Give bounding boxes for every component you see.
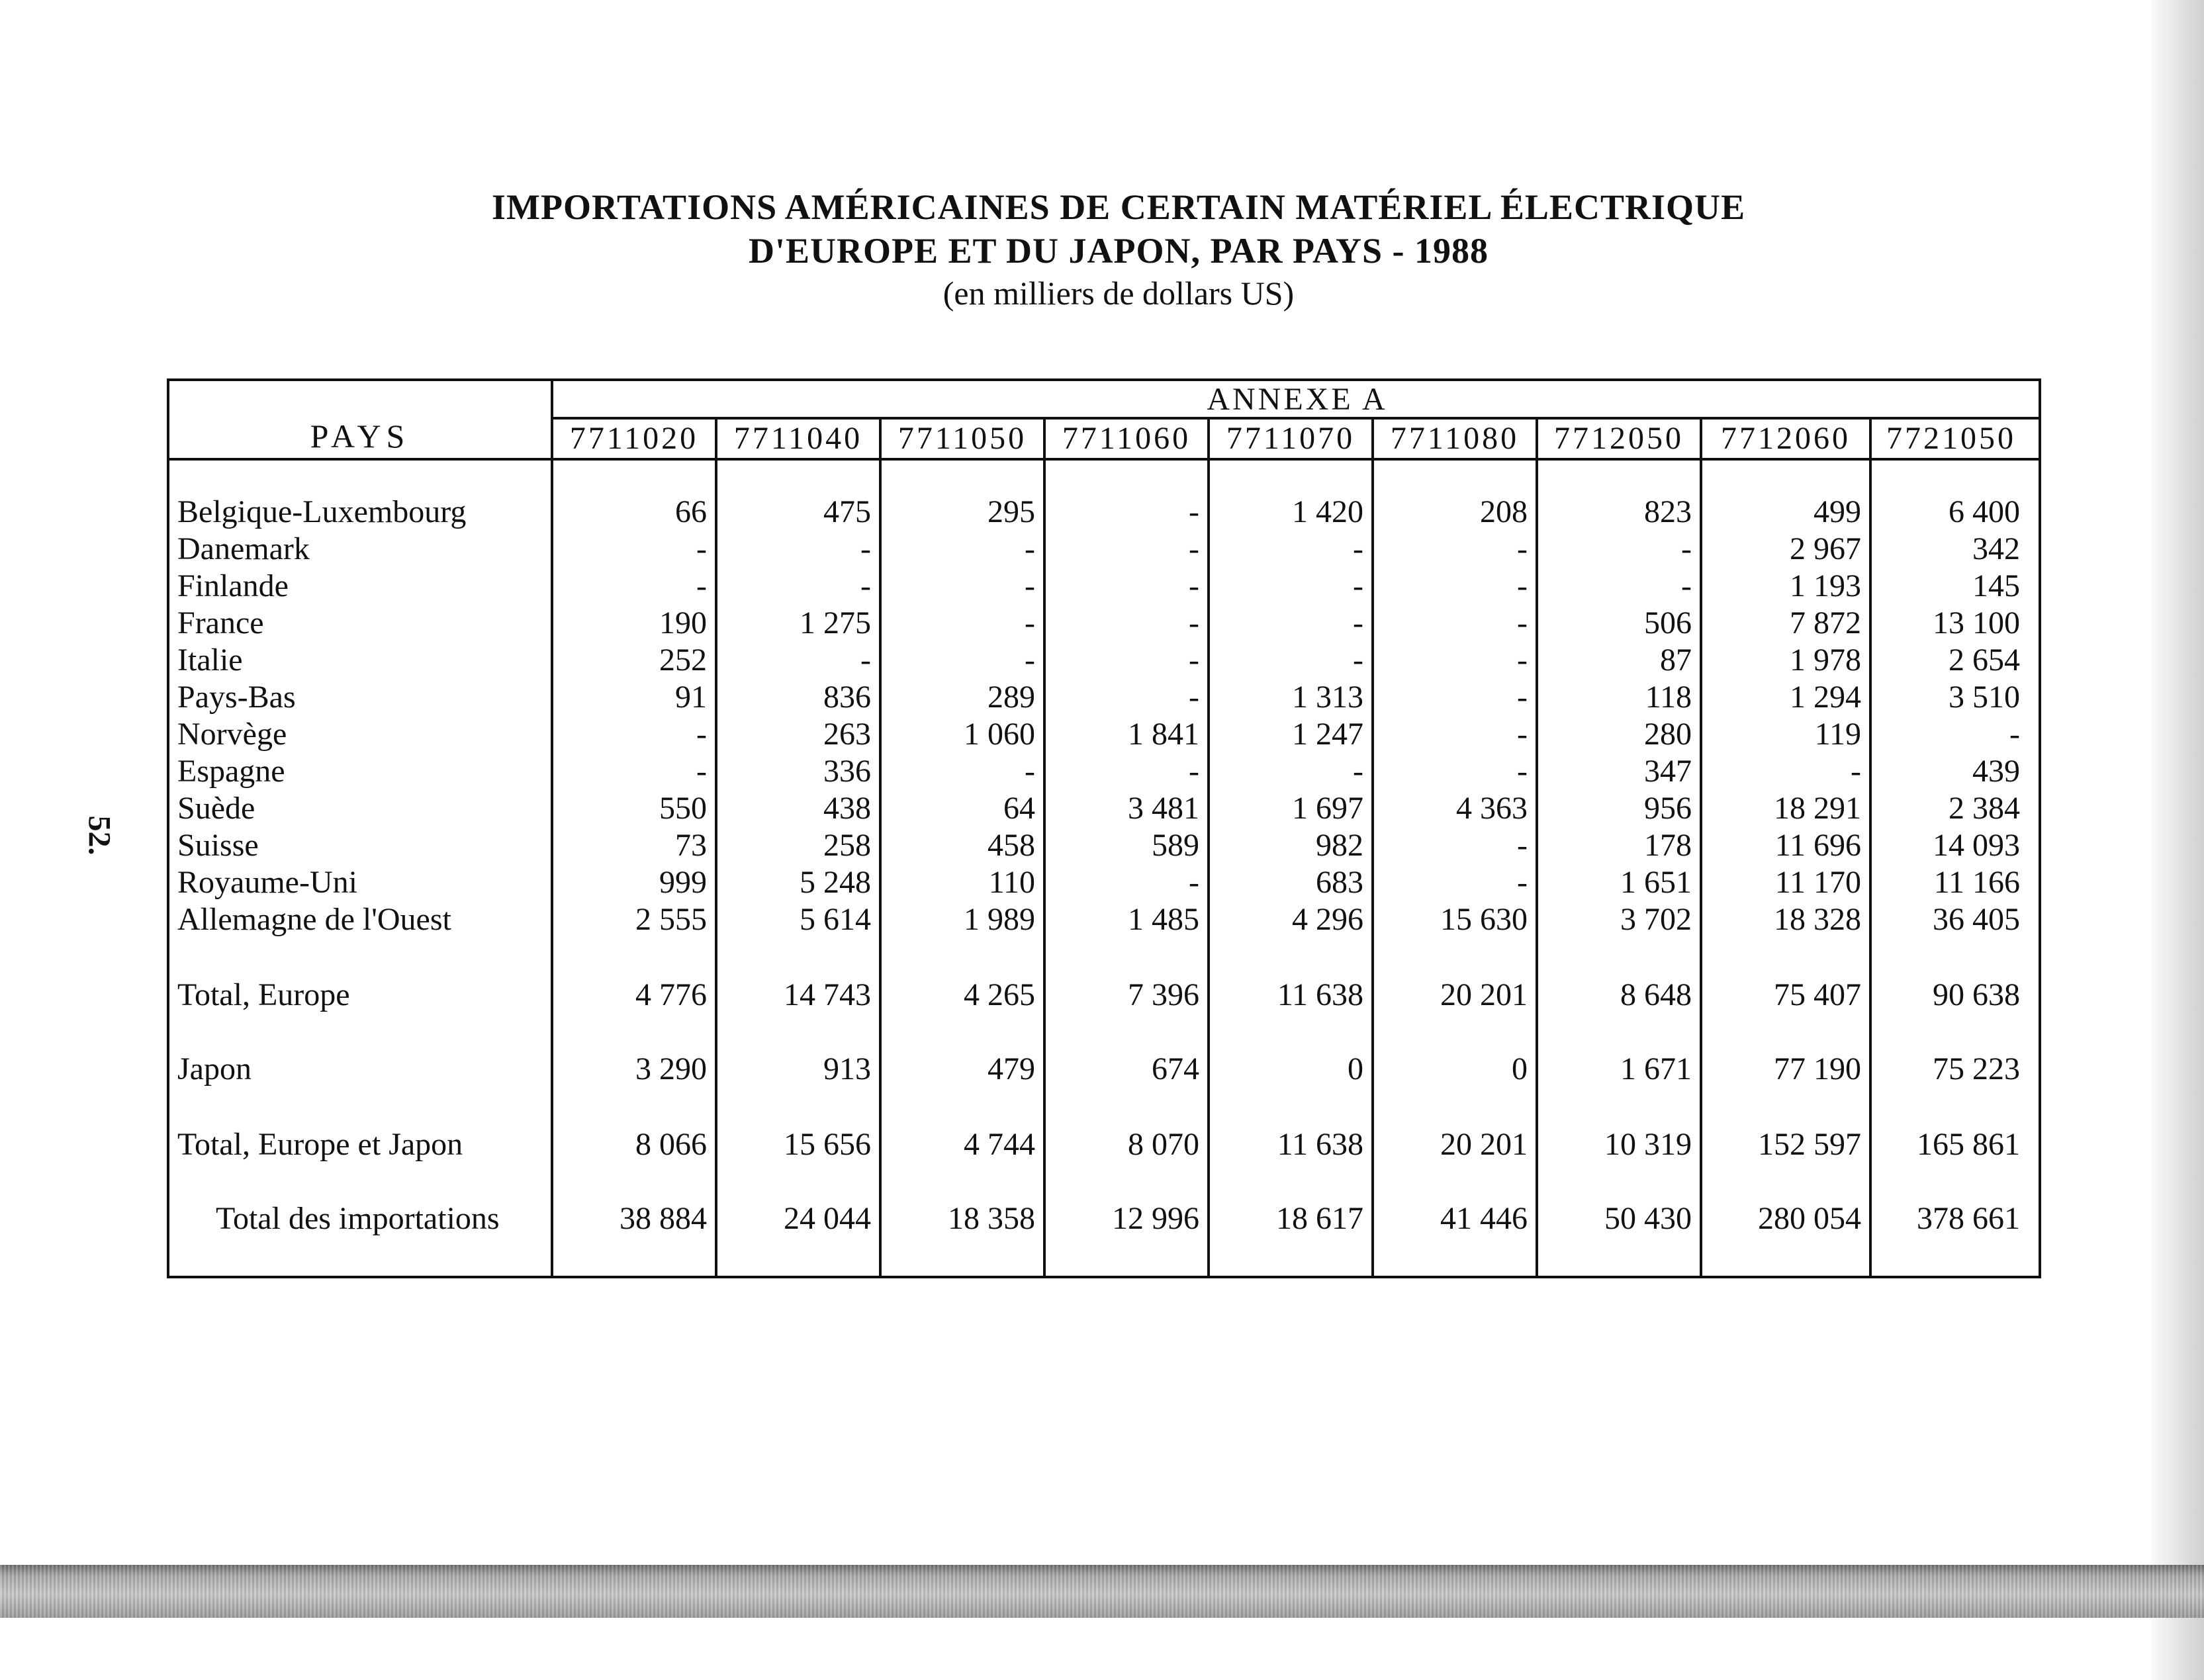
table-cell: 4 296 [1292,902,1363,937]
table-cell: 506 [1644,605,1692,641]
table-cell: 4 744 [964,1127,1035,1162]
table-cell: 8 648 [1620,977,1692,1012]
table-cell: 7 872 [1790,605,1861,641]
table-cell: 3 702 [1620,902,1692,937]
table-cell: 208 [1480,494,1528,529]
table-cell: 41 446 [1440,1201,1528,1236]
table-cell: 15 630 [1440,902,1528,937]
table-cell: 475 [823,494,871,529]
table-cell: - [1025,605,1035,641]
table-cell: - [1189,642,1199,678]
table-cell: - [1851,754,1861,789]
title-line-1: IMPORTATIONS AMÉRICAINES DE CERTAIN MATÉRIEL ÉLECTRIQUE [491,187,1745,227]
table-cell: 50 430 [1604,1201,1692,1236]
table-cell: 66 [675,494,707,529]
table-cell: 11 638 [1277,977,1363,1012]
table-cell: 90 638 [1933,977,2020,1012]
table-row [169,864,2039,901]
table-cell: - [860,531,871,566]
table-row [169,977,2039,1014]
pays-column-header: PAYS [169,381,553,458]
table-cell: 347 [1644,754,1692,789]
table-cell: 263 [823,717,871,752]
table-cell: 18 617 [1276,1201,1363,1236]
table-cell: - [1189,605,1199,641]
table-cell: 165 861 [1917,1127,2020,1162]
row-label: Total, Europe et Japon [177,1127,463,1162]
imports-table [167,378,2041,1278]
table-cell: 18 328 [1774,902,1861,937]
table-row [169,827,2039,864]
table-cell: 258 [823,828,871,863]
table-cell: - [696,568,707,603]
table-cell: 73 [675,828,707,863]
table-cell: 1 671 [1620,1051,1692,1086]
table-cell: 4 363 [1456,791,1528,826]
table-cell: 13 100 [1933,605,2020,641]
table-cell: - [1681,568,1692,603]
table-cell: 14 743 [784,977,871,1012]
table-cell: 20 201 [1440,977,1528,1012]
table-cell: 18 291 [1774,791,1861,826]
row-label: France [177,605,264,641]
table-cell: 1 420 [1292,494,1363,529]
table-cell: 479 [987,1051,1035,1086]
table-cell: 252 [659,642,707,678]
table-cell: - [1353,605,1363,641]
code-header-7711070: 7711070 [1210,420,1374,458]
table-cell: - [1517,642,1528,678]
table-cell: 152 597 [1758,1127,1861,1162]
table-cell: 956 [1644,791,1692,826]
table-cell: 18 358 [948,1201,1035,1236]
table-cell: 1 697 [1292,791,1363,826]
row-label: Allemagne de l'Ouest [177,902,451,937]
table-cell: 190 [659,605,707,641]
table-cell: 64 [1003,791,1035,826]
table-cell: - [860,568,871,603]
table-row [169,1126,2039,1163]
code-header-7712050: 7712050 [1538,420,1702,458]
table-cell: 2 967 [1790,531,1861,566]
table-cell: 14 093 [1933,828,2020,863]
table-cell: - [1353,531,1363,566]
table-row [169,1200,2039,1237]
table-row [169,494,2039,531]
table-cell: 3 510 [1949,680,2020,715]
table-row [169,568,2039,605]
table-cell: 458 [987,828,1035,863]
table-cell: - [1517,531,1528,566]
table-row [169,679,2039,716]
table-cell: 2 654 [1949,642,2020,678]
row-label: Suède [177,791,255,826]
row-label: Suisse [177,828,259,863]
table-row [169,901,2039,938]
table-cell: - [1189,531,1199,566]
table-cell: 3 290 [635,1051,707,1086]
table-cell: 75 407 [1774,977,1861,1012]
table-cell: 178 [1644,828,1692,863]
table-cell: - [696,531,707,566]
table-cell: 550 [659,791,707,826]
table-cell: - [2009,717,2020,752]
table-cell: - [1025,568,1035,603]
table-cell: 0 [1348,1051,1363,1086]
table-cell: - [696,754,707,789]
table-row [169,605,2039,642]
table-cell: - [1517,754,1528,789]
table-cell: 36 405 [1933,902,2020,937]
table-cell: 439 [1972,754,2020,789]
row-label: Danemark [177,531,310,566]
table-cell: 145 [1972,568,2020,603]
code-header-7712060: 7712060 [1702,420,1872,458]
table-cell: - [1517,828,1528,863]
table-cell: 110 [988,865,1035,900]
table-cell: 2 384 [1949,791,2020,826]
table-cell: 336 [823,754,871,789]
table-cell: 378 661 [1917,1201,2020,1236]
page-edge-shadow [2151,0,2204,1680]
table-cell: 87 [1660,642,1692,678]
table-cell: 77 190 [1774,1051,1861,1086]
table-cell: 289 [987,680,1035,715]
table-cell: 8 070 [1128,1127,1199,1162]
table-cell: 982 [1316,828,1363,863]
table-cell: 1 485 [1128,902,1199,937]
table-cell: 342 [1972,531,2020,566]
table-cell: - [1189,568,1199,603]
title-line-2: D'EUROPE ET DU JAPON, PAR PAYS - 1988 [748,231,1489,271]
row-label: Royaume-Uni [177,865,357,900]
table-cell: 499 [1814,494,1861,529]
table-cell: 20 201 [1440,1127,1528,1162]
code-header-7711060: 7711060 [1046,420,1210,458]
table-cell: 0 [1512,1051,1528,1086]
table-cell: 280 [1644,717,1692,752]
table-cell: - [1189,680,1199,715]
code-header-7711080: 7711080 [1374,420,1538,458]
code-header-7711050: 7711050 [882,420,1046,458]
table-cell: - [1353,568,1363,603]
table-cell: 3 481 [1128,791,1199,826]
table-cell: 11 696 [1774,828,1861,863]
row-label: Total, Europe [177,977,350,1012]
table-cell: - [1353,754,1363,789]
table-cell: - [1517,865,1528,900]
table-cell: 24 044 [784,1201,871,1236]
table-cell: 1 193 [1790,568,1861,603]
table-cell: - [1189,754,1199,789]
table-cell: 438 [823,791,871,826]
table-cell: 280 054 [1758,1201,1861,1236]
table-cell: 589 [1152,828,1199,863]
row-label: Espagne [177,754,285,789]
table-cell: - [1517,568,1528,603]
table-cell: 10 319 [1604,1127,1692,1162]
row-label: Italie [177,642,243,678]
table-cell: - [860,642,871,678]
row-label: Belgique-Luxembourg [177,494,467,529]
scan-bottom-band [0,1565,2204,1618]
row-label: Pays-Bas [177,680,296,715]
table-header [169,381,2039,461]
code-header-7711020: 7711020 [553,420,717,458]
table-cell: 8 066 [635,1127,707,1162]
table-cell: 11 170 [1774,865,1861,900]
annex-header: ANNEXE A [553,381,2041,420]
table-row [169,753,2039,790]
table-cell: 1 989 [964,902,1035,937]
table-cell: 1 651 [1620,865,1692,900]
table-cell: - [1353,642,1363,678]
page-number: 52. [81,815,117,856]
table-cell: 7 396 [1128,977,1199,1012]
table-cell: 1 275 [800,605,871,641]
table-cell: 4 265 [964,977,1035,1012]
table-cell: 1 247 [1292,717,1363,752]
row-label: Japon [177,1051,252,1086]
table-cell: 999 [659,865,707,900]
row-label: Norvège [177,717,287,752]
row-label: Finlande [177,568,289,603]
table-cell: - [1025,642,1035,678]
table-cell: - [696,717,707,752]
table-cell: 2 555 [635,902,707,937]
table-row [169,642,2039,679]
table-cell: - [1517,680,1528,715]
table-cell: 91 [675,680,707,715]
table-row [169,716,2039,753]
table-row [169,1051,2039,1088]
table-cell: 5 248 [800,865,871,900]
row-label: Total des importations [216,1201,500,1236]
table-cell: 1 313 [1292,680,1363,715]
table-row [169,531,2039,568]
table-cell: - [1517,605,1528,641]
table-cell: 4 776 [635,977,707,1012]
table-row [169,790,2039,827]
table-cell: 836 [823,680,871,715]
table-cell: 5 614 [800,902,871,937]
subtitle-units: (en milliers de dollars US) [942,275,1295,312]
table-cell: - [1189,494,1199,529]
code-header-7721050: 7721050 [1886,421,2016,456]
table-cell: 75 223 [1933,1051,2020,1086]
code-header-7711040: 7711040 [717,420,882,458]
table-cell: - [1517,717,1528,752]
table-cell: 12 996 [1112,1201,1199,1236]
table-cell: 913 [823,1051,871,1086]
table-cell: 683 [1316,865,1363,900]
table-cell: 674 [1152,1051,1199,1086]
table-cell: 1 978 [1790,642,1861,678]
document-title-block [463,185,1774,314]
table-cell: 11 166 [1933,865,2020,900]
table-cell: 38 884 [620,1201,707,1236]
table-cell: 6 400 [1949,494,2020,529]
table-cell: 119 [1814,717,1861,752]
table-cell: 295 [987,494,1035,529]
table-cell: 823 [1644,494,1692,529]
table-cell: 11 638 [1277,1127,1363,1162]
table-cell: - [1189,865,1199,900]
table-cell: - [1025,754,1035,789]
table-cell: - [1025,531,1035,566]
table-cell: 118 [1645,680,1692,715]
table-cell: - [1681,531,1692,566]
table-cell: 1 841 [1128,717,1199,752]
table-cell: 1 294 [1790,680,1861,715]
table-cell: 15 656 [784,1127,871,1162]
table-cell: 1 060 [964,717,1035,752]
